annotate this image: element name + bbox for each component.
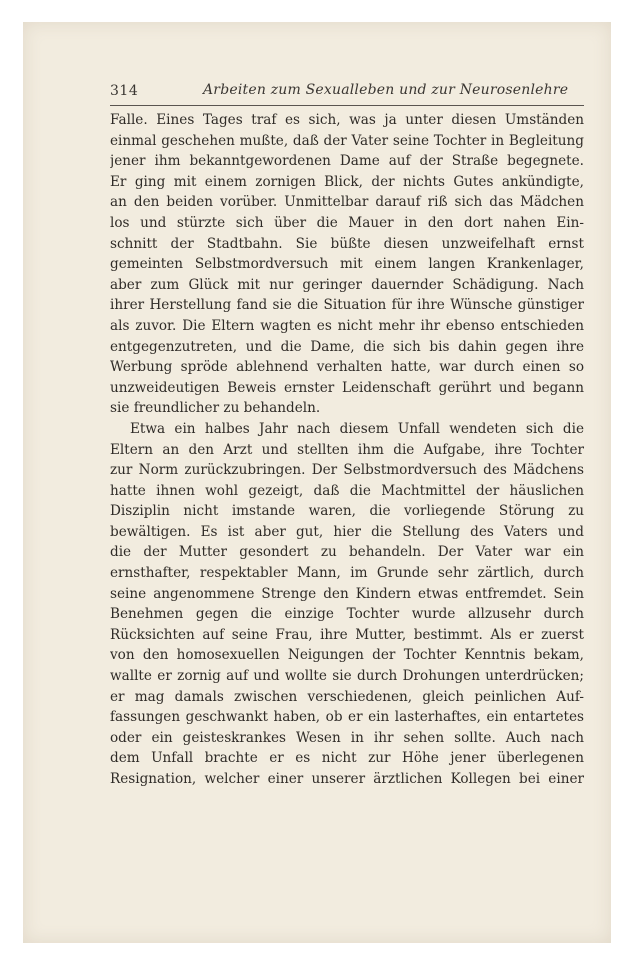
text-line: einmal geschehen mußte, daß der Vater seine Tochter in Begleitung [110,132,584,149]
text-line: seine angenommene Strenge den Kindern etwas entfremdet. Sein [110,585,584,602]
text-line: Disziplin nicht imstande waren, die vorliegende Störung zu [110,503,584,520]
text-line: Resignation, welcher einer unserer ärztlichen Kollegen bei einer [110,771,584,787]
text-line: Falle. Eines Tages traf es sich, was ja unter diesen Umständen [110,112,584,128]
text-line: Werbung spröde ablehnend verhalten hatte, war durch einen so [110,359,584,376]
text-line: die der Mutter gesondert zu behandeln. Der Vater war ein [110,544,584,561]
text-line: Rücksichten auf seine Frau, ihre Mutter, bestimmt. Als er zuerst [110,626,584,643]
text-line: ihrer Herstellung fand sie die Situation für ihre Wünsche günstiger [110,297,584,314]
text-line: an den beiden vorüber. Unmittelbar darauf riß sich das Mädchen [110,194,584,211]
page-header [110,81,584,107]
text-line: los und stürzte sich über die Mauer in den dort nahen Ein- [110,214,584,231]
text-line: Eltern an den Arzt und stellten ihm die Aufgabe, ihre Tochter [110,441,584,458]
text-line: wallte er zornig auf und wollte sie durch Drohungen unterdrücken; [110,668,584,685]
text-line: als zuvor. Die Eltern wagten es nicht mehr ihr ebenso entschieden [110,317,584,334]
header-rule [110,105,584,106]
text-line: ernsthafter, respektabler Mann, im Grunde sehr zärtlich, durch [110,565,584,582]
text-line: Etwa ein halbes Jahr nach diesem Unfall wendeten sich die [130,420,584,437]
page-number: 314 [110,83,139,99]
text-line: hatte ihnen wohl gezeigt, daß die Machtmittel der häuslichen [110,482,584,499]
text-line: sie freundlicher zu behandeln. [110,400,321,417]
text-line: von den homosexuellen Neigungen der Tochter Kenntnis bekam, [110,647,584,664]
running-head: Arbeiten zum Sexualleben und zur Neurosenlehre [203,82,569,98]
text-line: gemeinten Selbstmordversuch mit einem langen Krankenlager, [110,256,584,273]
text-line: oder ein geisteskrankes Wesen in ihr sehen sollte. Auch nach [110,729,584,746]
text-line: zur Norm zurückzubringen. Der Selbstmordversuch des Mädchens [110,462,584,479]
text-line: dem Unfall brachte er es nicht zur Höhe jener überlegenen [110,750,584,767]
paragraph-2 [110,419,584,790]
text-line: unzweideutigen Beweis ernster Leidenschaft gerührt und begann [110,379,584,396]
paragraph-1 [110,110,584,419]
text-line: Er ging mit einem zornigen Blick, der nichts Gutes ankündigte, [110,173,584,190]
text-line: bewältigen. Es ist aber gut, hier die Stellung des Vaters und [110,523,584,540]
text-line: er mag damals zwischen verschiedenen, gleich peinlichen Auf- [110,688,584,705]
text-line: schnitt der Stadtbahn. Sie büßte diesen unzweifelhaft ernst [110,235,584,252]
body-text [110,110,584,790]
text-line: fassungen geschwankt haben, ob er ein lasterhaftes, ein entartetes [110,709,584,726]
text-line: jener ihm bekanntgewordenen Dame auf der Straße begegnete. [110,153,584,170]
text-line: Benehmen gegen die einzige Tochter wurde allzusehr durch [110,606,584,623]
text-line: entgegenzutreten, und die Dame, die sich bis dahin gegen ihre [110,338,584,355]
text-line: aber zum Glück mit nur geringer dauernder Schädigung. Nach [110,276,584,293]
